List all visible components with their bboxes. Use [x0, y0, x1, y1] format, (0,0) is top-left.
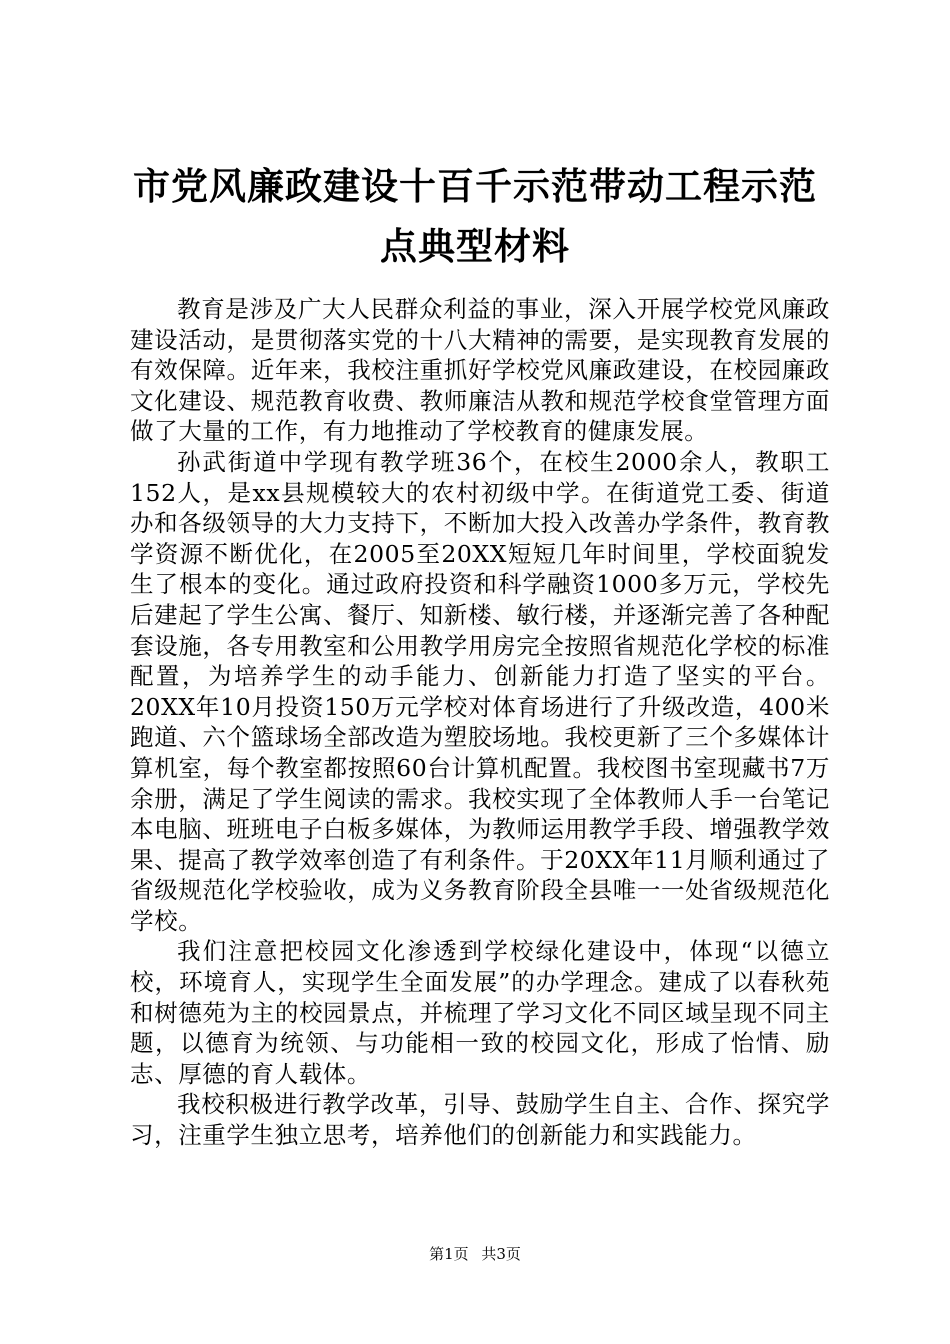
document-body — [130, 294, 830, 1151]
page-number: 第1页 — [429, 1245, 469, 1263]
paragraph-teaching-reform: 我校积极进行教学改革，引导、鼓励学生自主、合作、探究学习，注重学生独立思考，培养他们的创新能力和实践能力。 — [130, 1090, 830, 1150]
page-footer — [0, 1244, 950, 1264]
paragraph-intro: 教育是涉及广大人民群众利益的事业，深入开展学校党风廉政建设活动，是贯彻落实党的十八大精神的需要，是实现教育发展的有效保障。近年来，我校注重抓好学校党风廉政建设，在校园廉政文化建设、规范教育收费、教师廉洁从教和规范学校食堂管理方面做了大量的工作，有力地推动了学校教育的健康发展。 — [130, 295, 830, 446]
paragraph-school-overview: 孙武街道中学现有教学班36个，在校生2000余人，教职工152人，是xx县规模较大的农村初级中学。在街道党工委、街道办和各级领导的大力支持下，不断加大投入改善办学条件，教育教学资源不断优化，在2005至20XX短短几年时间里，学校面貌发生了根本的变化。通过政府投资和科学融资1000多万元，学校先后建起了学生公寓、餐厅、知新楼、敏行楼，并逐渐完善了各种配套设施，各专用教室和公用教学用房完全按照省规范化学校的标准配置，为培养学生的动手能力、创新能力打造了坚实的平台。20XX年10月投资150万元学校对体育场进行了升级改造，400米跑道、六个篮球场全部改造为塑胶场地。我校更新了三个多媒体计算机室，每个教室都按照60台计算机配置。我校图书室现藏书7万余册，满足了学生阅读的需求。我校实现了全体教师人手一台笔记本电脑、班班电子白板多媒体，为教师运用教学手段、增强教学效果、提高了教学效率创造了有利条件。于20XX年11月顺利通过了省级规范化学校验收，成为义务教育阶段全县唯一一处省级规范化学校。 — [130, 447, 830, 935]
document-title: 市党风廉政建设十百千示范带动工程示范点典型材料 — [133, 164, 817, 268]
paragraph-campus-culture: 我们注意把校园文化渗透到学校绿化建设中，体现“以德立校，环境育人，实现学生全面发展”的办学理念。建成了以春秋苑和树德苑为主的校园景点，并梳理了学习文化不同区域呈现不同主题，以德育为统领、与功能相一致的校园文化，形成了怡情、励志、厚德的育人载体。 — [130, 937, 830, 1088]
page-total: 共3页 — [481, 1245, 521, 1263]
